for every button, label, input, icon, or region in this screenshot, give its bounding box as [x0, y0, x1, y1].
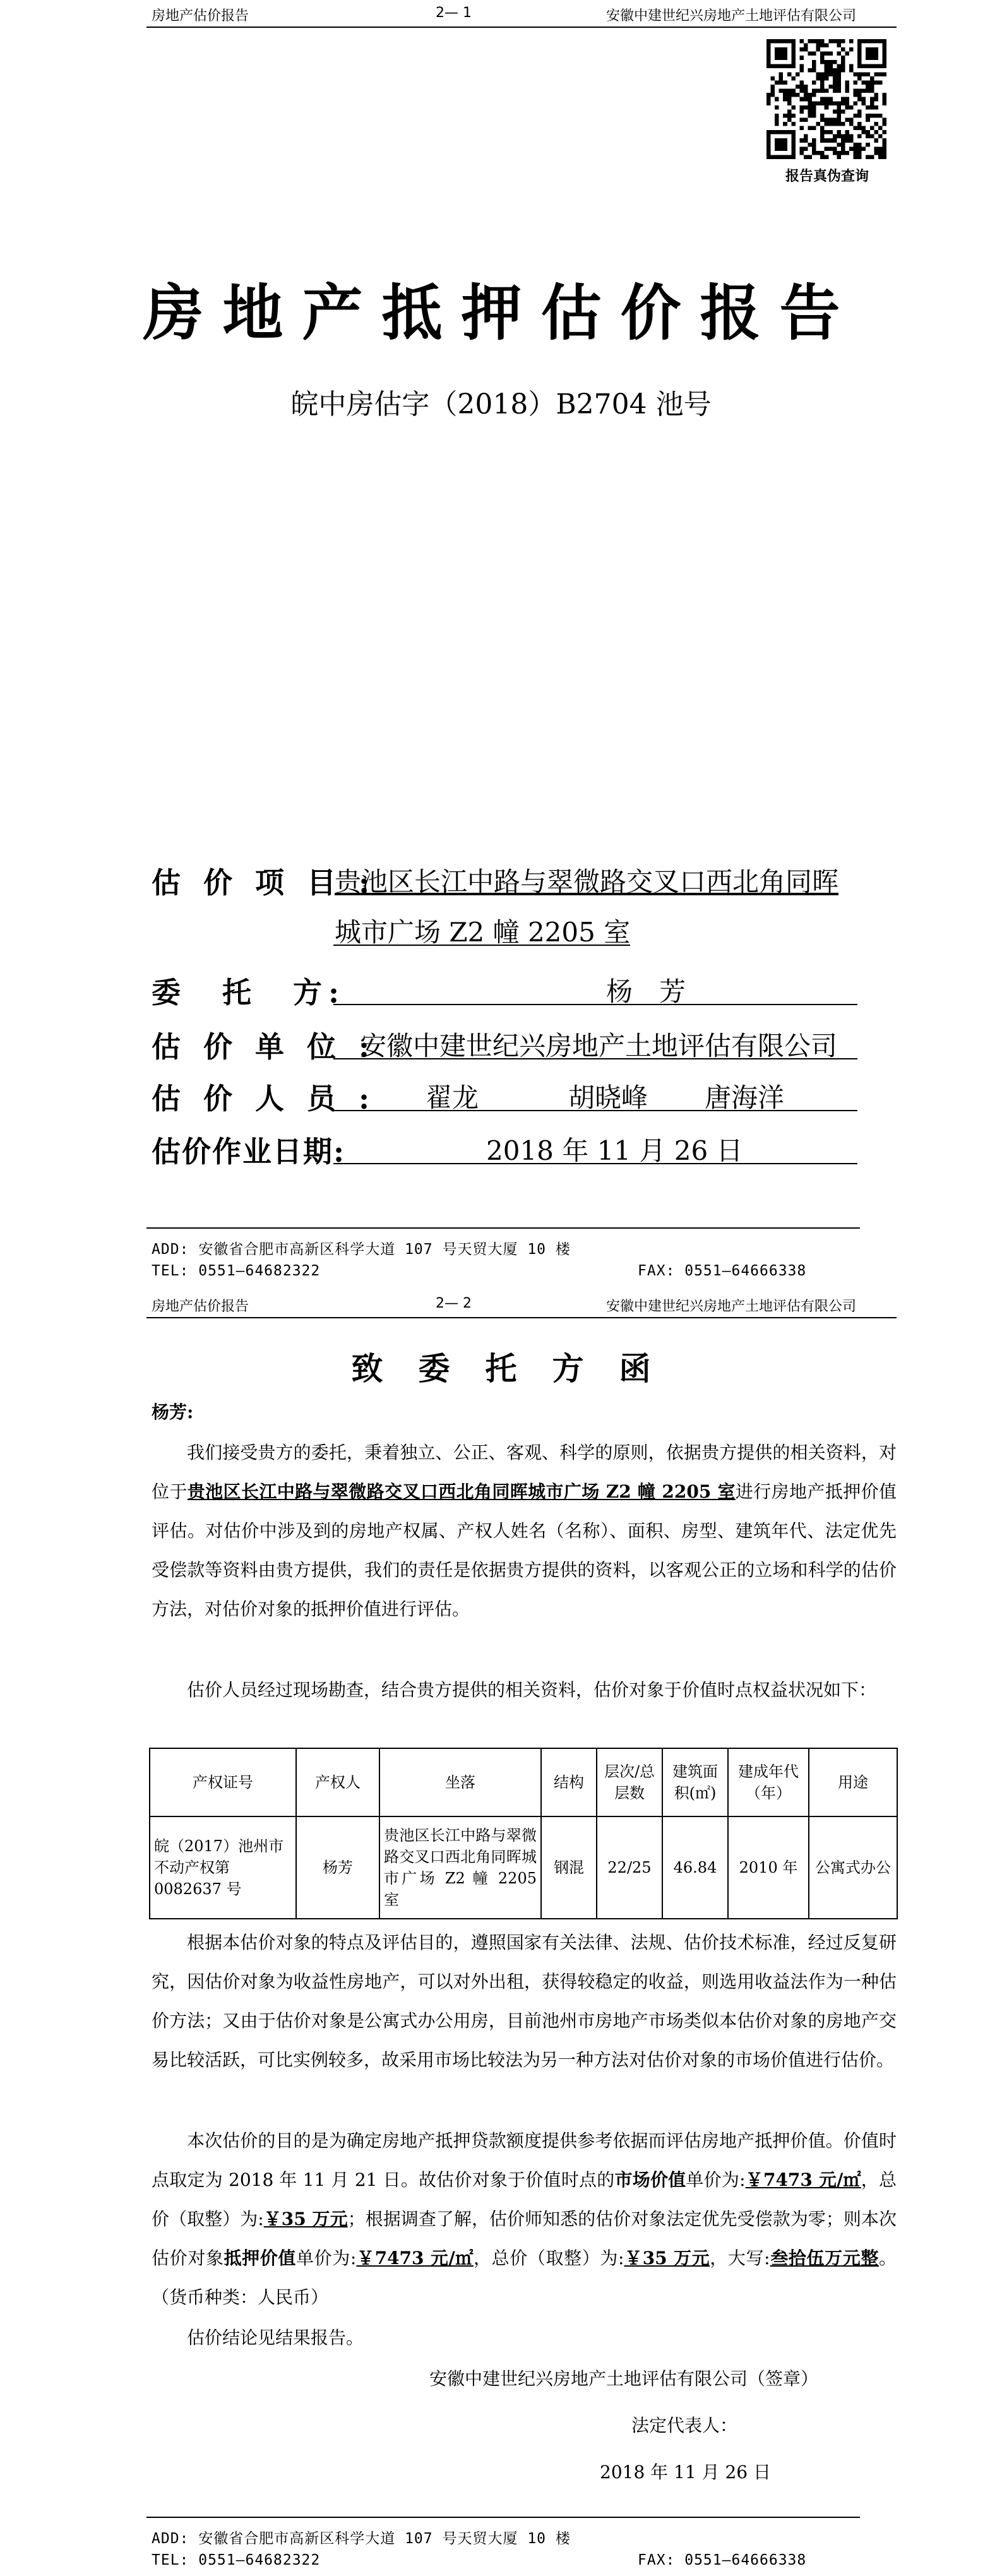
para4-text-f: ，总价（取整）为: — [474, 2248, 624, 2269]
paragraph-3: 根据本估价对象的特点及评估目的，遵照国家有关法律、法规、估价技术标准，经过反复研究，因估价对象为收益性房地产，可以对外出租，获得较稳定的收益，则选用收益法作为一种估价方法；又由于估价对象是公寓式办公用房，目前池州市房地产市场类似本估价对象的房地产交易比较活跃，可比实例较多，故采用市场比较法为另一种方法对估价对象的市场价值进行估价。 — [152, 1932, 897, 2070]
signature-date: 2018 年 11 月 26 日 — [600, 2462, 772, 2483]
footer-address: ADD: 安徽省合肥市高新区科学大道 107 号天贸大厦 10 楼 — [152, 1241, 571, 1258]
field-underline-appraisers — [333, 1110, 857, 1111]
signature-company: 安徽中建世纪兴房地产土地评估有限公司（签章） — [429, 2368, 819, 2389]
mortgage-value-label: 抵押价值 — [224, 2248, 297, 2269]
running-header-right: 安徽中建世纪兴房地产土地评估有限公司 — [606, 1299, 857, 1315]
table-cell: 杨芳 — [296, 1816, 379, 1919]
field-value-client: 杨 芳 — [606, 976, 686, 1007]
qr-caption: 报告真伪查询 — [785, 168, 869, 184]
paragraph-4 — [152, 2121, 897, 2317]
footer-tel: TEL: 0551—64682322 — [152, 2552, 321, 2568]
para4-text-d: ；根据调查了解，估价师知悉的估价对象法定优先受偿款为零；则本次估价对象 — [152, 2209, 897, 2269]
para4-text-g: ，大写: — [710, 2248, 770, 2269]
field-value-appraiser-3: 唐海洋 — [705, 1082, 785, 1113]
footer-tel: TEL: 0551—64682322 — [152, 1263, 321, 1279]
property-address: 贵池区长江中路与翠微路交叉口西北角同晖城市广场 Z2 幢 2205 室 — [187, 1481, 736, 1502]
footer-address: ADD: 安徽省合肥市高新区科学大道 107 号天贸大厦 10 楼 — [152, 2531, 571, 2547]
mortgage-total-upper: 叁拾伍万元整 — [770, 2248, 879, 2269]
footer-rule — [146, 2517, 860, 2518]
table-cell: 22/25 — [597, 1816, 662, 1919]
field-value-appraiser-2: 胡晓峰 — [568, 1082, 648, 1113]
para4-text-b: 单价为: — [686, 2169, 746, 2190]
table-cell: 公寓式办公 — [809, 1816, 897, 1919]
table-header-cell: 产权人 — [296, 1748, 379, 1816]
market-unit-price: ￥7473 元/㎡ — [745, 2169, 861, 2190]
market-total-price: ￥35 万元 — [263, 2209, 348, 2229]
letter-title: 致委托方函 — [351, 1350, 686, 1387]
table-header-row — [150, 1748, 897, 1816]
para4-text-c: ，总价（取整）为: — [152, 2169, 897, 2229]
running-header-left: 房地产估价报告 — [152, 1299, 249, 1315]
paragraph-5: 估价结论见结果报告。 — [187, 2327, 364, 2348]
running-header-page: 2— 1 — [436, 5, 472, 21]
market-value-label: 市场价值 — [614, 2169, 686, 2190]
header-rule — [146, 27, 897, 28]
field-label-date: 估价作业日期: — [152, 1135, 345, 1169]
field-value-unit: 安徽中建世纪兴房地产土地评估有限公司 — [360, 1030, 838, 1061]
paragraph-1 — [152, 1433, 897, 1629]
qr-code-icon — [766, 39, 886, 159]
running-header-left: 房地产估价报告 — [152, 8, 249, 24]
header-rule — [146, 1317, 897, 1318]
mortgage-total-price: ￥35 万元 — [624, 2248, 710, 2269]
document-number: 皖中房估字（2018）B2704 池号 — [290, 388, 712, 420]
footer-fax: FAX: 0551—64666338 — [638, 2552, 807, 2568]
field-underline-item — [333, 945, 630, 946]
footer-rule — [146, 1227, 860, 1229]
field-underline-client — [333, 1004, 857, 1005]
running-header-page: 2— 2 — [436, 1296, 472, 1311]
para4-text-h: 。（货币种类：人民币） — [152, 2248, 897, 2308]
table-header-cell: 结构 — [541, 1748, 597, 1816]
field-underline-unit — [333, 1058, 857, 1059]
table-header-cell: 建成年代（年） — [728, 1748, 809, 1816]
field-value-item-line2: 城市广场 Z2 幢 2205 室 — [335, 917, 631, 948]
field-label-appraisers: 估 价 人 员 : — [152, 1082, 376, 1116]
report-title: 房地产抵押估价报告 — [143, 277, 859, 349]
field-value-date: 2018 年 11 月 26 日 — [486, 1135, 743, 1166]
paragraph-2: 估价人员经过现场勘查，结合贵方提供的相关资料，估价对象于价值时点权益状况如下： — [187, 1679, 877, 1700]
running-header-right: 安徽中建世纪兴房地产土地评估有限公司 — [606, 8, 857, 24]
field-value-appraiser-1: 翟龙 — [426, 1082, 479, 1113]
field-label-item: 估 价 项 目 : — [152, 866, 376, 900]
table-cell: 贵池区长江中路与翠微路交叉口西北角同晖城市广场 Z2 幢 2205 室 — [379, 1816, 541, 1919]
table-header-cell: 产权证号 — [150, 1748, 296, 1816]
field-label-client: 委 托 方: — [152, 975, 345, 1010]
table-cell: 钢混 — [541, 1816, 597, 1919]
field-label-unit: 估 价 单 位 : — [152, 1030, 376, 1064]
salutation: 杨芳: — [152, 1402, 194, 1422]
para4-text-a: 本次估价的目的是为确定房地产抵押贷款额度提供参考依据而评估房地产抵押价值。价值时点取定为 2018 年 11 月 21 日。故估价对象于价值时点的 — [152, 2130, 897, 2190]
mortgage-unit-price: ￥7473 元/㎡ — [356, 2248, 474, 2269]
table-header-cell: 用途 — [809, 1748, 897, 1816]
field-underline-date — [333, 1163, 857, 1164]
signature-legal-rep: 法定代表人： — [631, 2415, 738, 2436]
table-row — [150, 1816, 897, 1919]
table-cell: 皖（2017）池州市不动产权第 0082637 号 — [150, 1816, 296, 1919]
table-header-cell: 建筑面积(㎡) — [662, 1748, 728, 1816]
table-cell: 2010 年 — [728, 1816, 809, 1919]
table-cell: 46.84 — [662, 1816, 728, 1919]
table-header-cell: 坐落 — [379, 1748, 541, 1816]
field-value-item-line1: 贵池区长江中路与翠微路交叉口西北角同晖 — [335, 866, 839, 897]
property-table — [149, 1748, 898, 1919]
table-header-cell: 层次/总层数 — [597, 1748, 662, 1816]
para1-text-b: 进行房地产抵押价值评估。对估价中涉及到的房地产权属、产权人姓名（名称）、面积、房型、建筑年代、法定优先受偿款等资料由贵方提供，我们的责任是依据贵方提供的资料，以客观公正的立场和科学的估价方法，对估价对象的抵押价值进行评估。 — [152, 1481, 897, 1619]
footer-fax: FAX: 0551—64666338 — [638, 1263, 807, 1279]
para1-text-a: 我们接受贵方的委托，秉着独立、公正、客观、科学的原则，依据贵方提供的相关资料，对位于 — [152, 1442, 897, 1502]
para4-text-e: 单价为: — [296, 2248, 357, 2269]
